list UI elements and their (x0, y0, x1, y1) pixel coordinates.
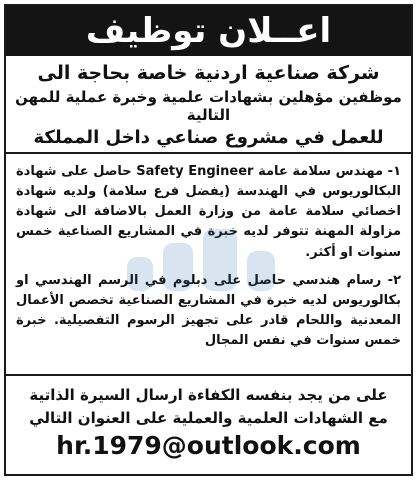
job-1-prefix: ١- مهندس سلامة عامة (253, 164, 401, 179)
intro-block (12, 62, 405, 148)
intro-line-2: موظفين مؤهلين بشهادات علمية وخبرة عملية للمهن التالية (15, 87, 402, 124)
job-item-draftsman (16, 271, 401, 352)
title-banner (6, 6, 411, 56)
banner-title: اعــلان توظيف (85, 11, 332, 51)
contact-line-2: مع الشهادات العلمية والعملية على العنوان التالي (29, 408, 388, 427)
job-list (16, 162, 401, 359)
intro-line-1: شركة صناعية اردنية خاصة بحاجة الى (37, 62, 380, 84)
divider-top (6, 152, 411, 154)
contact-line-1: على من يجد بنفسه الكفاءة ارسال السيرة الذاتية (29, 386, 388, 404)
job-advertisement (4, 4, 413, 476)
contact-email: hr.1979@outlook.com (56, 431, 361, 460)
contact-block (14, 384, 403, 460)
job-2-details: ٢- رسام هندسي حاصل على دبلوم في الرسم الهندسي او بكالوريوس لديه خبرة في المشاريع الصناعية تخصص الأعمال المعدنية واللحام قادر على تجهيز الرسوم التفصيلية. خبرة خمس سنوات في نفس المجال (16, 272, 401, 349)
intro-line-3: للعمل في مشروع صناعي داخل المملكة (33, 126, 384, 148)
job-item-safety-engineer (16, 162, 401, 263)
job-1-details: حاصل على شهادة البكالوريوس في الهندسة (يفضل فرع سلامة) ولديه شهادة اخصائي سلامة عامة من وزارة العمل بالاضافة الى شهادة مزاولة المهنة تتوفر لديه خبرة في المشاريع الصناعية خمس سنوات او أكثر. (16, 164, 401, 260)
divider-bottom (6, 374, 411, 376)
job-1-english-title: Safety Engineer (136, 164, 254, 179)
